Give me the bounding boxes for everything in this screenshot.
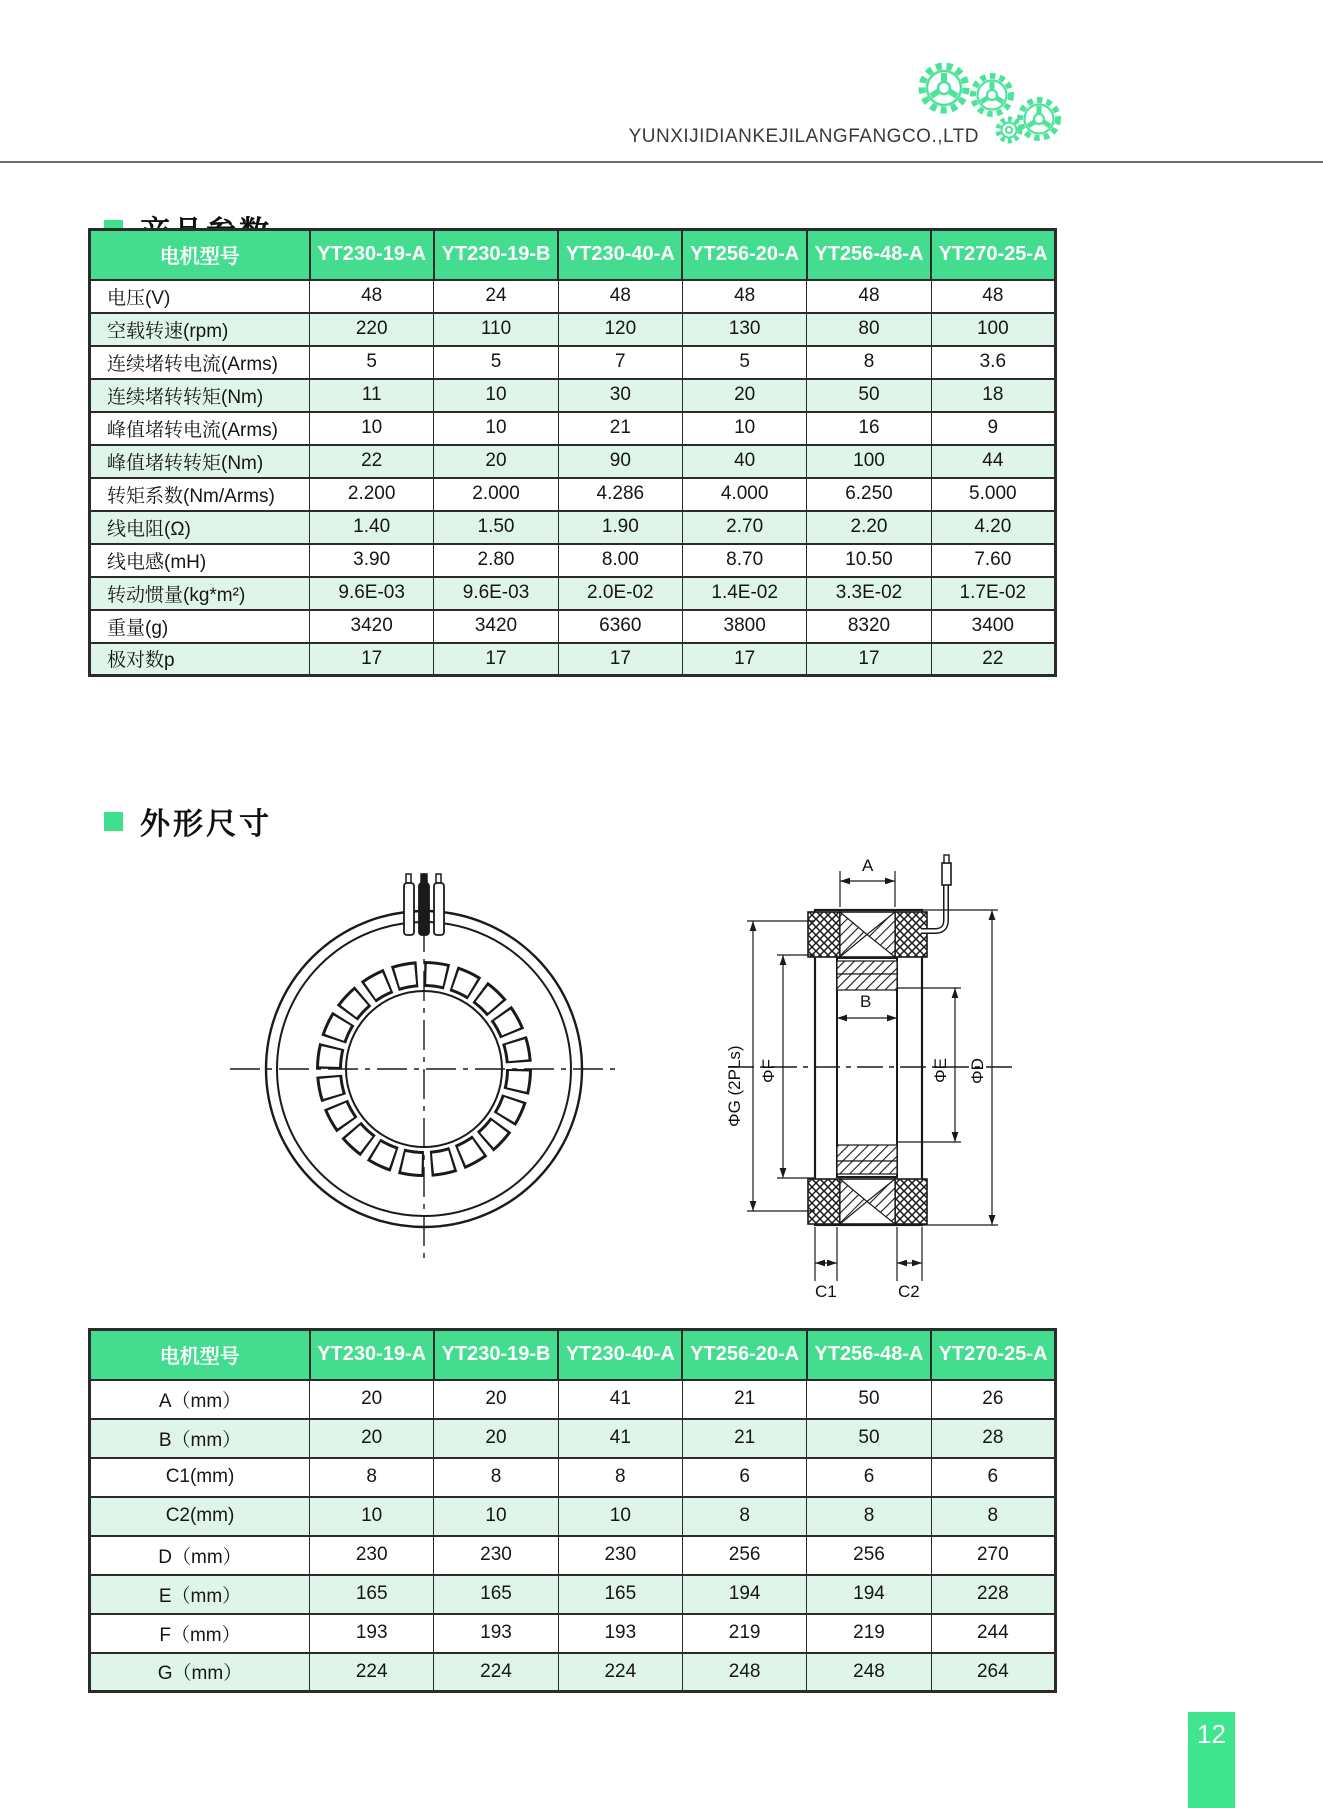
row-label: 线电阻(Ω) (90, 511, 310, 544)
cell-value: 10 (434, 412, 558, 445)
cell-value: 4.20 (931, 511, 1055, 544)
table-row (90, 1419, 1056, 1458)
row-label: 极对数p (90, 643, 310, 676)
cell-value: 8320 (807, 610, 931, 643)
header-divider (0, 161, 1323, 163)
cell-value: 17 (807, 643, 931, 676)
cell-value: 20 (434, 1419, 558, 1458)
dim-label-A: A (862, 856, 874, 875)
cell-value: 20 (682, 379, 806, 412)
cell-value: 10 (682, 412, 806, 445)
cell-value: 17 (310, 643, 434, 676)
cell-value: 6 (682, 1458, 806, 1497)
cell-value: 10.50 (807, 544, 931, 577)
cell-value: 2.0E-02 (558, 577, 682, 610)
cell-value: 17 (434, 643, 558, 676)
table-row (90, 346, 1056, 379)
cell-value: 264 (931, 1653, 1055, 1692)
col-header-YT270-25-A: YT270-25-A (931, 230, 1055, 280)
cell-value: 5 (682, 346, 806, 379)
col-header-YT230-19-B: YT230-19-B (434, 1330, 558, 1380)
cell-value: 41 (558, 1419, 682, 1458)
col-header-YT230-40-A: YT230-40-A (558, 230, 682, 280)
row-label: 峰值堵转电流(Arms) (90, 412, 310, 445)
cell-value: 90 (558, 445, 682, 478)
cell-value: 3420 (434, 610, 558, 643)
table-row (90, 1458, 1056, 1497)
cell-value: 100 (931, 313, 1055, 346)
table-row (90, 478, 1056, 511)
table-row (90, 643, 1056, 676)
cell-value: 41 (558, 1380, 682, 1419)
dim-label-B: B (860, 992, 872, 1011)
cell-value: 48 (682, 280, 806, 313)
cell-value: 30 (558, 379, 682, 412)
cell-value: 4.000 (682, 478, 806, 511)
row-label: F（mm） (90, 1614, 310, 1653)
cell-value: 224 (434, 1653, 558, 1692)
row-label: 重量(g) (90, 610, 310, 643)
cell-value: 48 (807, 280, 931, 313)
row-label: D（mm） (90, 1536, 310, 1575)
cell-value: 21 (682, 1380, 806, 1419)
cell-value: 1.40 (310, 511, 434, 544)
row-label: 连续堵转转矩(Nm) (90, 379, 310, 412)
cell-value: 48 (931, 280, 1055, 313)
row-label: C1(mm) (90, 1458, 310, 1497)
cell-value: 20 (434, 1380, 558, 1419)
cell-value: 6.250 (807, 478, 931, 511)
cell-value: 228 (931, 1575, 1055, 1614)
cell-value: 2.200 (310, 478, 434, 511)
table-row (90, 511, 1056, 544)
cell-value: 20 (434, 445, 558, 478)
table-row (90, 313, 1056, 346)
cell-value: 120 (558, 313, 682, 346)
cell-value: 9 (931, 412, 1055, 445)
cell-value: 2.000 (434, 478, 558, 511)
cell-value: 8 (682, 1497, 806, 1536)
row-label: 电压(V) (90, 280, 310, 313)
cell-value: 2.70 (682, 511, 806, 544)
cell-value: 100 (807, 445, 931, 478)
col-header-model: 电机型号 (90, 1330, 310, 1380)
cell-value: 165 (434, 1575, 558, 1614)
cell-value: 3.3E-02 (807, 577, 931, 610)
cell-value: 193 (434, 1614, 558, 1653)
cell-value: 50 (807, 1380, 931, 1419)
cell-value: 21 (682, 1419, 806, 1458)
cell-value: 9.6E-03 (310, 577, 434, 610)
cell-value: 10 (434, 379, 558, 412)
row-label: 峰值堵转转矩(Nm) (90, 445, 310, 478)
cross-section-drawing (725, 855, 1012, 1301)
cell-value: 3800 (682, 610, 806, 643)
cell-value: 224 (310, 1653, 434, 1692)
cell-value: 8 (807, 1497, 931, 1536)
cell-value: 8 (807, 346, 931, 379)
table-row (90, 1575, 1056, 1614)
table-row (90, 1536, 1056, 1575)
cell-value: 110 (434, 313, 558, 346)
cell-value: 230 (310, 1536, 434, 1575)
dim-label-C2: C2 (898, 1282, 920, 1301)
row-label: B（mm） (90, 1419, 310, 1458)
cell-value: 5 (310, 346, 434, 379)
cell-value: 256 (807, 1536, 931, 1575)
cell-value: 9.6E-03 (434, 577, 558, 610)
cell-value: 130 (682, 313, 806, 346)
cell-value: 20 (310, 1380, 434, 1419)
cell-value: 256 (682, 1536, 806, 1575)
table-row (90, 610, 1056, 643)
table-row (90, 544, 1056, 577)
cell-value: 1.4E-02 (682, 577, 806, 610)
cell-value: 17 (558, 643, 682, 676)
cell-value: 1.90 (558, 511, 682, 544)
table-header-row (90, 230, 1056, 280)
cell-value: 219 (807, 1614, 931, 1653)
cell-value: 5.000 (931, 478, 1055, 511)
cell-value: 3420 (310, 610, 434, 643)
col-header-YT230-19-A: YT230-19-A (310, 230, 434, 280)
cell-value: 17 (682, 643, 806, 676)
row-label: E（mm） (90, 1575, 310, 1614)
cell-value: 28 (931, 1419, 1055, 1458)
cell-value: 219 (682, 1614, 806, 1653)
col-header-YT230-19-B: YT230-19-B (434, 230, 558, 280)
cell-value: 193 (558, 1614, 682, 1653)
cell-value: 8.00 (558, 544, 682, 577)
table-row (90, 577, 1056, 610)
row-label: 空载转速(rpm) (90, 313, 310, 346)
cell-value: 165 (558, 1575, 682, 1614)
cell-value: 194 (682, 1575, 806, 1614)
company-name: YUNXIJIDIANKEJILANGFANGCO.,LTD (628, 126, 979, 147)
row-label: 连续堵转电流(Arms) (90, 346, 310, 379)
cell-value: 10 (558, 1497, 682, 1536)
col-header-YT256-48-A: YT256-48-A (807, 230, 931, 280)
cell-value: 50 (807, 379, 931, 412)
col-header-model: 电机型号 (90, 230, 310, 280)
cell-value: 248 (682, 1653, 806, 1692)
cell-value: 5 (434, 346, 558, 379)
cell-value: 20 (310, 1419, 434, 1458)
table-row (90, 445, 1056, 478)
dim-label-C1: C1 (815, 1282, 837, 1301)
cell-value: 26 (931, 1380, 1055, 1419)
cell-value: 1.50 (434, 511, 558, 544)
row-label: G（mm） (90, 1653, 310, 1692)
cell-value: 244 (931, 1614, 1055, 1653)
cell-value: 8 (931, 1497, 1055, 1536)
cell-value: 50 (807, 1419, 931, 1458)
col-header-YT256-48-A: YT256-48-A (807, 1330, 931, 1380)
table-row (90, 280, 1056, 313)
cell-value: 80 (807, 313, 931, 346)
cell-value: 4.286 (558, 478, 682, 511)
cell-value: 8 (558, 1458, 682, 1497)
cell-value: 6 (807, 1458, 931, 1497)
table-row (90, 412, 1056, 445)
cell-value: 8.70 (682, 544, 806, 577)
col-header-YT230-19-A: YT230-19-A (310, 1330, 434, 1380)
cell-value: 6 (931, 1458, 1055, 1497)
dimension-drawings (80, 735, 1140, 1315)
cell-value: 2.20 (807, 511, 931, 544)
col-header-YT256-20-A: YT256-20-A (682, 1330, 806, 1380)
cell-value: 10 (310, 412, 434, 445)
cell-value: 8 (310, 1458, 434, 1497)
cell-value: 194 (807, 1575, 931, 1614)
col-header-YT256-20-A: YT256-20-A (682, 230, 806, 280)
row-label: C2(mm) (90, 1497, 310, 1536)
row-label: 转动惯量(kg*m²) (90, 577, 310, 610)
cell-value: 2.80 (434, 544, 558, 577)
table-row (90, 1497, 1056, 1536)
cell-value: 48 (310, 280, 434, 313)
cell-value: 230 (558, 1536, 682, 1575)
product-params-table (88, 228, 1057, 677)
table-row (90, 1614, 1056, 1653)
cell-value: 10 (310, 1497, 434, 1536)
dim-label-PhiF: ΦF (759, 1059, 778, 1083)
cell-value: 7.60 (931, 544, 1055, 577)
cell-value: 44 (931, 445, 1055, 478)
row-label: 线电感(mH) (90, 544, 310, 577)
row-label: 转矩系数(Nm/Arms) (90, 478, 310, 511)
table-header-row (90, 1330, 1056, 1380)
cell-value: 24 (434, 280, 558, 313)
cell-value: 220 (310, 313, 434, 346)
cell-value: 165 (310, 1575, 434, 1614)
table-row (90, 1380, 1056, 1419)
cell-value: 1.7E-02 (931, 577, 1055, 610)
cell-value: 10 (434, 1497, 558, 1536)
cell-value: 48 (558, 280, 682, 313)
cell-value: 230 (434, 1536, 558, 1575)
cell-value: 3400 (931, 610, 1055, 643)
cell-value: 16 (807, 412, 931, 445)
cell-value: 18 (931, 379, 1055, 412)
cell-value: 8 (434, 1458, 558, 1497)
cell-value: 3.6 (931, 346, 1055, 379)
cell-value: 193 (310, 1614, 434, 1653)
page-number-badge: 12 (1188, 1712, 1235, 1808)
dim-label-PhiG: ΦG (2PLs) (725, 1045, 744, 1127)
cell-value: 21 (558, 412, 682, 445)
dim-label-PhiE: ΦE (931, 1058, 950, 1083)
cell-value: 6360 (558, 610, 682, 643)
dimensions-table (88, 1328, 1057, 1693)
connector-pins (404, 874, 444, 935)
cell-value: 22 (310, 445, 434, 478)
section-title-text: 外形尺寸 (140, 808, 272, 841)
dim-label-PhiD: ΦD (968, 1058, 987, 1084)
col-header-YT270-25-A: YT270-25-A (931, 1330, 1055, 1380)
col-header-YT230-40-A: YT230-40-A (558, 1330, 682, 1380)
cell-value: 11 (310, 379, 434, 412)
table-row (90, 379, 1056, 412)
front-view-drawing (230, 873, 620, 1263)
cell-value: 3.90 (310, 544, 434, 577)
row-label: A（mm） (90, 1380, 310, 1419)
cell-value: 40 (682, 445, 806, 478)
cell-value: 248 (807, 1653, 931, 1692)
cell-value: 7 (558, 346, 682, 379)
cell-value: 224 (558, 1653, 682, 1692)
cell-value: 270 (931, 1536, 1055, 1575)
table-row (90, 1653, 1056, 1692)
cell-value: 22 (931, 643, 1055, 676)
